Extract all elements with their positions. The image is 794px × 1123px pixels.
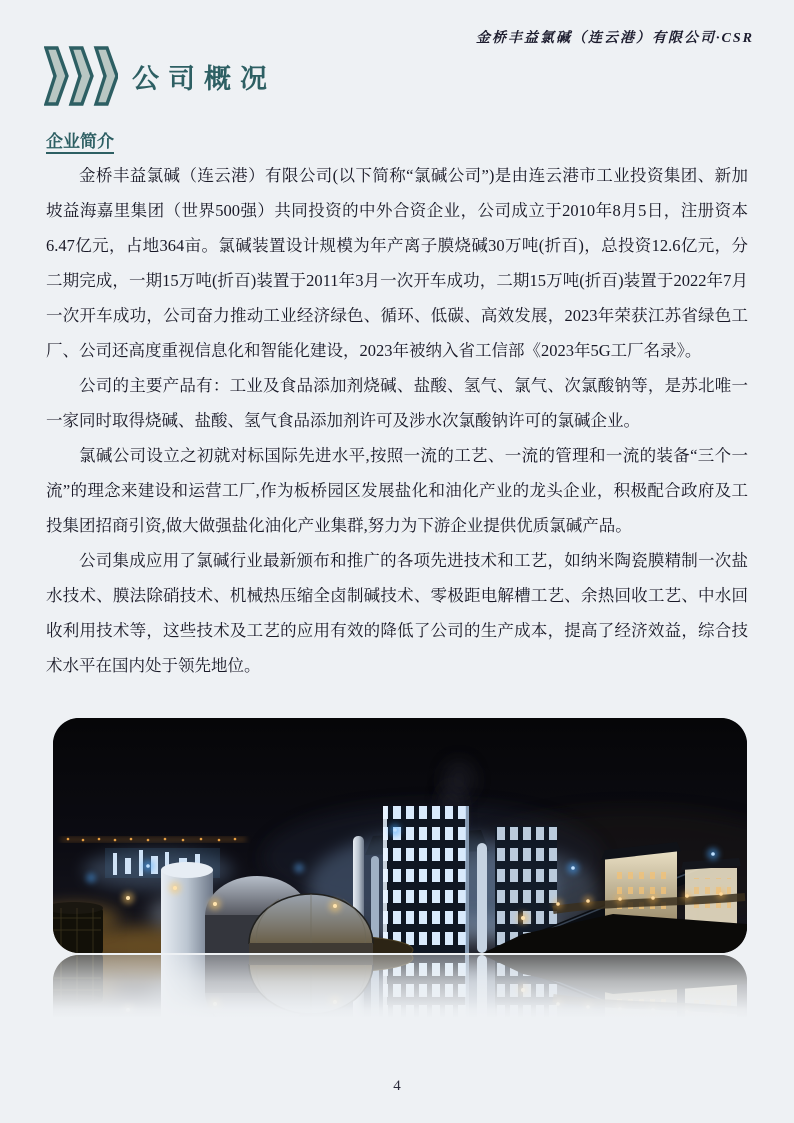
photo-reflection-fade — [53, 955, 747, 1019]
section-title-row — [44, 46, 276, 106]
page-title: 公司概况 — [132, 63, 276, 94]
triple-chevron-right-icon — [44, 46, 118, 106]
body-paragraph-2: 公司的主要产品有：工业及食品添加剂烧碱、盐酸、氢气、氯气、次氯酸钠等，是苏北唯一一家同时取得烧碱、盐酸、氢气食品添加剂许可及涉水次氯酸钠许可的氯碱企业。 — [46, 376, 748, 430]
body-paragraph-4: 公司集成应用了氯碱行业最新颁布和推广的各项先进技术和工艺，如纳米陶瓷膜精制一次盐水技术、膜法除硝技术、机械热压缩全卤制碱技术、零极距电解槽工艺、余热回收工艺、中水回收利用技术等，这些技术及工艺的应用有效的降低了公司的生产成本，提高了经济效益，综合技术水平在国内处于领先地位。 — [46, 551, 748, 675]
plant-night-photo — [53, 718, 747, 953]
body-text — [46, 158, 748, 683]
subsection-heading: 企业简介 — [46, 132, 114, 151]
running-header: 金桥丰益氯碱（连云港）有限公司·CSR — [476, 31, 754, 46]
body-paragraph-3: 氯碱公司设立之初就对标国际先进水平,按照一流的工艺、一流的管理和一流的装备“三个一流”的理念来建设和运营工厂,作为板桥园区发展盐化和油化产业的龙头企业，积极配合政府及工投集团招商引资,做大做强盐化油化产业集群,努力为下游企业提供优质氯碱产品。 — [46, 446, 748, 535]
page-number: 4 — [393, 1078, 401, 1094]
body-paragraph-1: 金桥丰益氯碱（连云港）有限公司(以下简称“氯碱公司”)是由连云港市工业投资集团、新加坡益海嘉里集团（世界500强）共同投资的中外合资企业，公司成立于2010年8月5日，注册资本6.47亿元，占地364亩。氯碱装置设计规模为年产离子膜烧碱30万吨(折百)，总投资12.6亿元，分二期完成，一期15万吨(折百)装置于2011年3月一次开车成功，二期15万吨(折百)装置于2022年7月一次开车成功，公司奋力推动工业经济绿色、循环、低碳、高效发展，2023年荣获江苏省绿色工厂、公司还高度重视信息化和智能化建设，2023年被纳入省工信部《2023年5G工厂名录》。 — [46, 166, 748, 360]
